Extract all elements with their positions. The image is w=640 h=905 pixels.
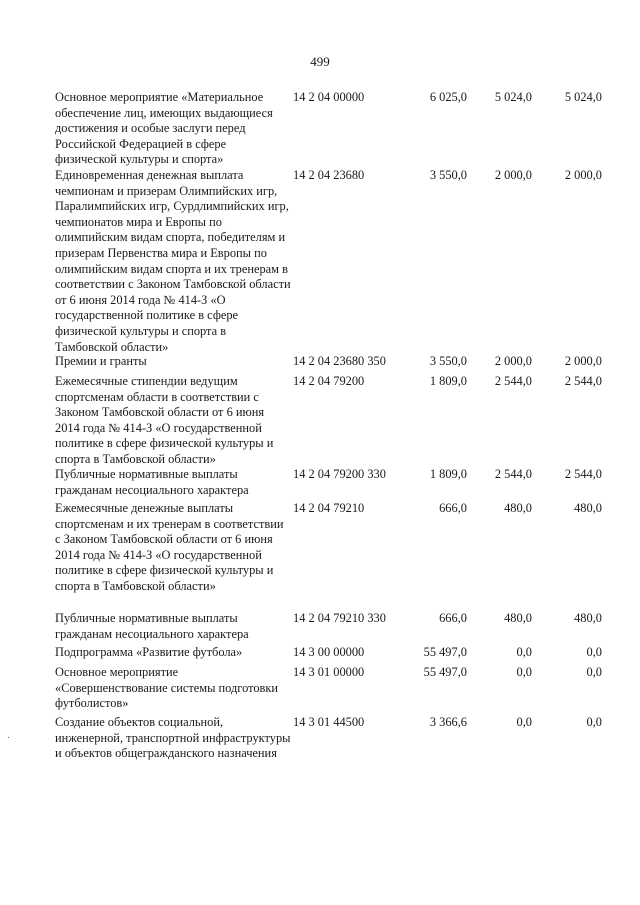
row-code: 14 2 04 79200 [293,374,365,388]
row-value-1: 55 497,0 [423,645,467,659]
row-code: 14 3 01 44500 [293,715,365,729]
row-value-1: 666,0 [439,501,467,515]
page-number: 499 [310,54,330,69]
row-value-2: 2 000,0 [494,168,532,182]
row-value-2: 0,0 [516,665,532,679]
row-code: 14 2 04 23680 [293,168,365,182]
row-value-1: 6 025,0 [429,90,467,104]
row-code: 14 2 04 79210 [293,501,365,515]
row-value-3: 2 544,0 [564,374,602,388]
row-code: 14 3 00 00000 [293,645,365,659]
row-name: Основное мероприятие «Совершенствование системы подготовки футболистов» [55,665,279,711]
row-name: Ежемесячные денежные выплаты спортсменам и их тренерам в соответствии с Законом Тамбовской области от 6 июня 2014 года № 414-З «О государственной политике в сфере физической культуры и спорта в Тамбовской области» [55,501,284,593]
row-name: Основное мероприятие «Материальное обеспечение лиц, имеющих выдающиеся достижения и особые заслуги перед Российской Федерацией в сфере физической культуры и спорта» [55,90,273,167]
row-value-2: 480,0 [504,501,532,515]
row-code: 14 2 04 79200 330 [293,467,386,481]
row-name: Премии и гранты [55,354,147,368]
row-value-3: 2 000,0 [564,168,602,182]
row-value-3: 480,0 [574,501,602,515]
row-code: 14 2 04 00000 [293,90,365,104]
row-value-3: 2 000,0 [564,354,602,368]
row-name: Единовременная денежная выплата чемпионам и призерам Олимпийских игр, Паралимпийских игр, Сурдлимпийских игр, чемпионатов мира и Европы по олимпийским видам спорта, победителям и призерам Первенства мира и Европы по олимпийским видам спорта и их тренерам в соответствии с Законом Тамбовской области от 6 июня 2014 года № 414-З «О государственной политике в сфере физической культуры и спорта в Тамбовской области» [55,168,291,354]
row-value-2: 2 544,0 [494,467,532,481]
scan-speck: · [7,733,11,744]
row-value-2: 0,0 [516,715,532,729]
row-value-2: 2 000,0 [494,354,532,368]
row-code: 14 3 01 00000 [293,665,365,679]
row-value-3: 2 544,0 [564,467,602,481]
row-name: Публичные нормативные выплаты гражданам несоциального характера [55,611,249,641]
row-value-2: 2 544,0 [494,374,532,388]
row-name: Публичные нормативные выплаты гражданам несоциального характера [55,467,249,497]
row-value-1: 55 497,0 [423,665,467,679]
row-value-1: 666,0 [439,611,467,625]
row-name: Подпрограмма «Развитие футбола» [55,645,243,659]
row-code: 14 2 04 23680 350 [293,354,386,368]
row-value-3: 5 024,0 [564,90,602,104]
row-code: 14 2 04 79210 330 [293,611,386,625]
row-name: Создание объектов социальной, инженерной, транспортной инфраструктуры и объектов общегражданского назначения [55,715,291,761]
row-value-3: 480,0 [574,611,602,625]
row-name: Ежемесячные стипендии ведущим спортсменам области в соответствии с Законом Тамбовской области от 6 июня 2014 года № 414-З «О государственной политике в сфере физической культуры и спорта в Тамбовской области» [55,374,274,466]
row-value-2: 480,0 [504,611,532,625]
row-value-1: 3 550,0 [429,354,467,368]
row-value-1: 3 550,0 [429,168,467,182]
row-value-1: 1 809,0 [429,374,467,388]
row-value-3: 0,0 [586,715,602,729]
row-value-3: 0,0 [586,645,602,659]
row-value-2: 0,0 [516,645,532,659]
row-value-1: 1 809,0 [429,467,467,481]
row-value-3: 0,0 [586,665,602,679]
row-value-1: 3 366,6 [429,715,467,729]
row-value-2: 5 024,0 [494,90,532,104]
